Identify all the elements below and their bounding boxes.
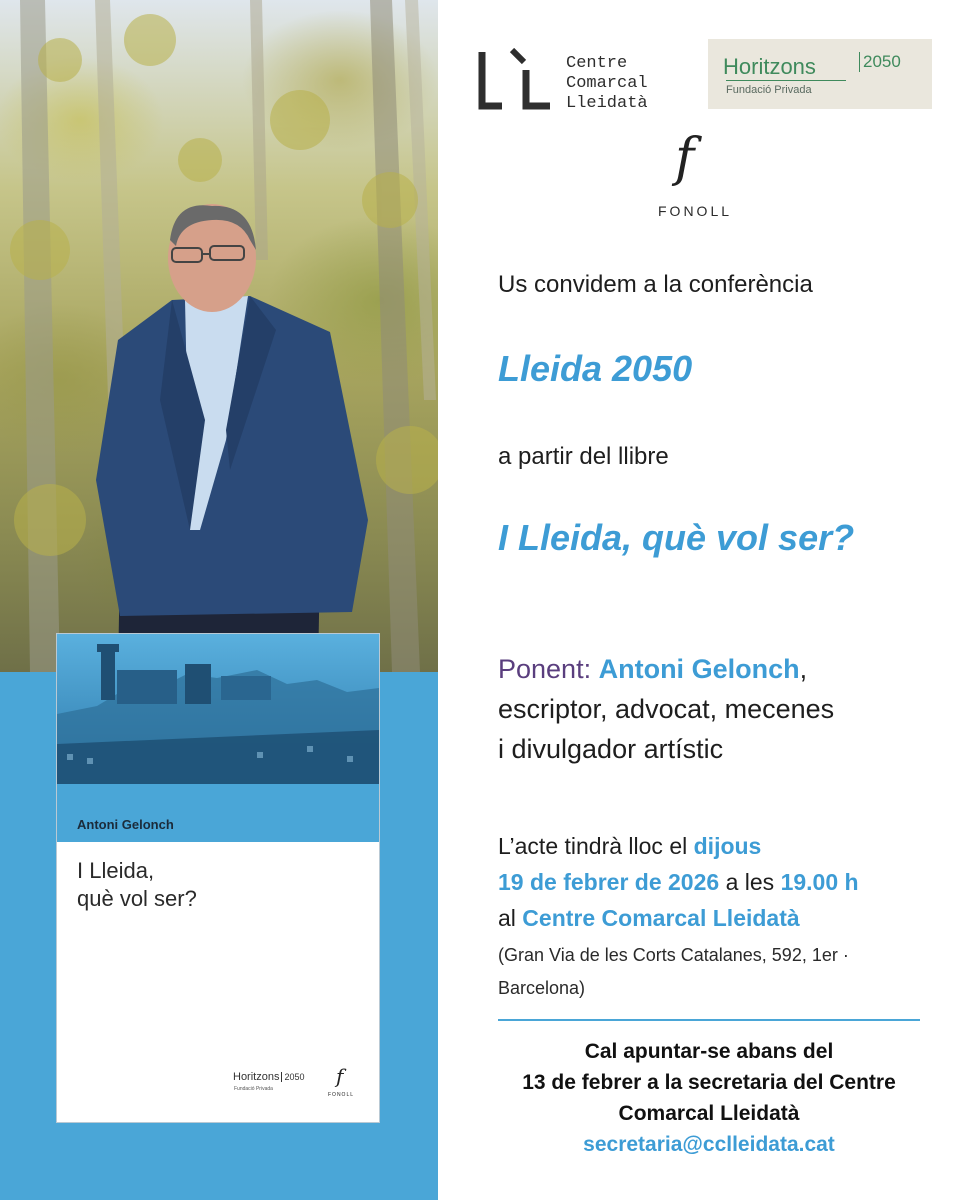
book-cover-publisher-subtitle: Fundació Privada	[234, 1086, 273, 1092]
address-line2: Barcelona)	[498, 978, 586, 998]
book-title: I Lleida, què vol ser?	[498, 517, 855, 558]
speaker-line1: Ponent: Antoni Gelonch,	[498, 654, 808, 684]
registration-notice	[498, 1036, 920, 1160]
centre-comarcal-logo-text	[566, 54, 648, 114]
conference-title: Lleida 2050	[498, 348, 693, 389]
book-cover-publisher-year: 2050	[281, 1072, 304, 1082]
book-cover-author: Antoni Gelonch	[77, 817, 174, 832]
book-cover-fonoll-name: FONOLL	[328, 1092, 355, 1098]
invitation-text: Us convidem a la conferència	[498, 271, 813, 298]
event-line3	[498, 900, 859, 936]
event-venue: Centre Comarcal Lleidatà	[522, 905, 800, 931]
speaker-label: Ponent:	[498, 654, 592, 684]
logo-line-lleidata: Lleidatà	[566, 94, 648, 113]
logo-line-comarcal: Comarcal	[566, 74, 648, 93]
event-line2	[498, 864, 859, 900]
city-skyline-illustration	[57, 634, 379, 784]
horitzons-logo-subtitle: Fundació Privada	[726, 84, 812, 96]
book-cover	[57, 634, 379, 1122]
event-line1	[498, 828, 859, 864]
book-cover-publisher-horitzons	[233, 1071, 305, 1083]
horitzons-logo-name: Horitzons	[723, 54, 816, 79]
rsvp-line2: 13 de febrer a la secretaria del Centre	[522, 1071, 896, 1094]
event-time: 19.00 h	[780, 869, 859, 895]
speaker-line3: i divulgador artístic	[498, 734, 724, 764]
rsvp-line1: Cal apuntar-se abans del	[584, 1040, 834, 1063]
centre-comarcal-logo-icon	[478, 48, 558, 110]
fonoll-logo-mark: f	[675, 128, 695, 188]
event-intro: L’acte tindrà lloc el	[498, 833, 688, 859]
logo-line-centre: Centre	[566, 54, 628, 73]
book-cover-title-line1: I Lleida,	[77, 858, 155, 883]
fonoll-logo-name: FONOLL	[658, 203, 733, 219]
horitzons-logo	[708, 39, 932, 109]
venue-address	[498, 939, 849, 1005]
event-at: a les	[725, 869, 775, 895]
horitzons-logo-rule	[726, 80, 846, 81]
book-cover-city-image	[57, 634, 379, 784]
speaker-photo-illustration	[0, 0, 438, 672]
event-details	[498, 828, 859, 936]
event-al: al	[498, 905, 516, 931]
speaker-info	[498, 649, 834, 769]
book-cover-fonoll-mark: f	[336, 1064, 344, 1088]
event-date: 19 de febrer de 2026	[498, 869, 720, 895]
section-divider	[498, 1019, 920, 1021]
rsvp-email-link[interactable]: secretaria@cclleidata.cat	[583, 1133, 835, 1156]
book-cover-band	[57, 784, 379, 842]
address-line1: (Gran Via de les Corts Catalanes, 592, 1er ·	[498, 945, 849, 965]
event-day: dijous	[693, 833, 762, 859]
horitzons-logo-year: 2050	[859, 52, 901, 72]
book-cover-title-line2: què vol ser?	[77, 886, 197, 911]
speaker-photo	[0, 0, 438, 672]
book-cover-publisher-name: Horitzons	[233, 1071, 280, 1083]
speaker-line2: escriptor, advocat, mecenes	[498, 694, 835, 724]
based-on-text: a partir del llibre	[498, 443, 669, 470]
rsvp-line3: Comarcal Lleidatà	[618, 1102, 800, 1125]
speaker-name: Antoni Gelonch	[598, 654, 800, 684]
